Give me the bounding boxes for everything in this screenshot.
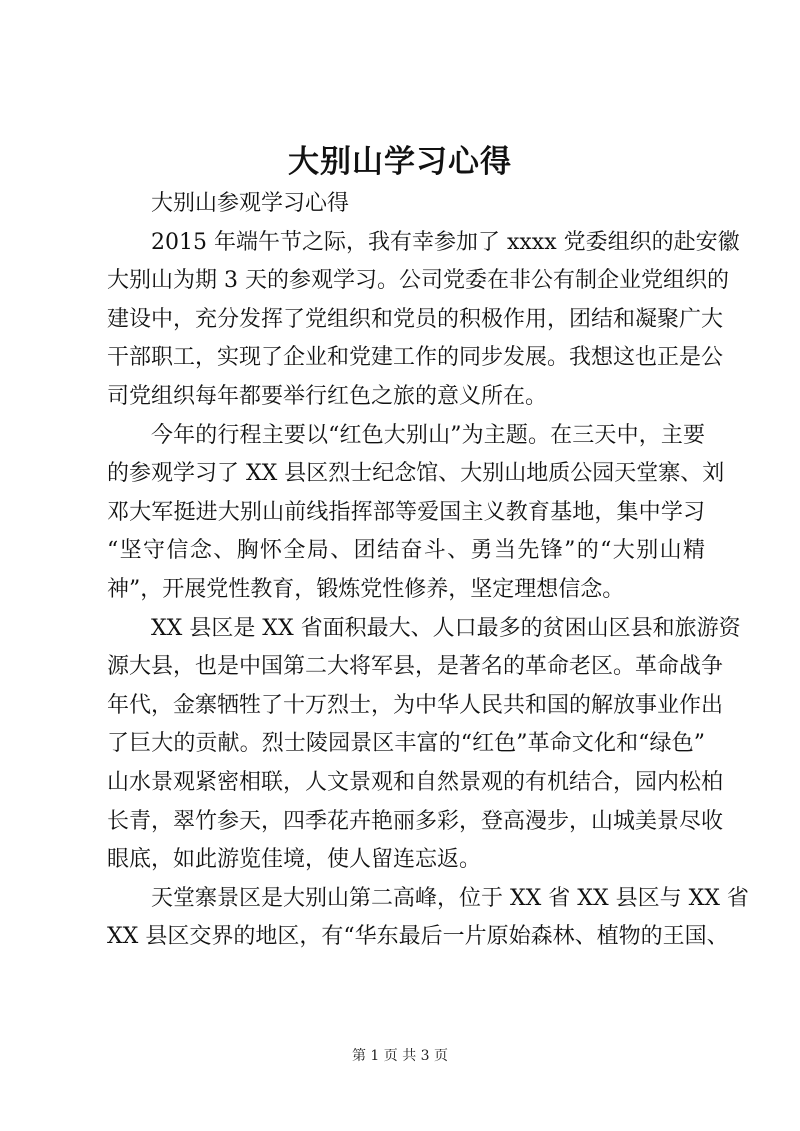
- body-line: 年代，金寨牺牲了十万烈士，为中华人民共和国的解放事业作出: [107, 692, 724, 718]
- page-footer: 第 1 页 共 3 页: [351, 1048, 449, 1064]
- body-line: 大别山参观学习心得: [151, 191, 350, 216]
- body-line: XX 县区交界的地区，有“华东最后一片原始森林、植物的王国、: [107, 924, 729, 950]
- body-line: 建设中，充分发挥了党组织和党员的积极作用，团结和凝聚广大: [107, 306, 724, 332]
- document-body: [107, 185, 749, 957]
- body-line: 源大县，也是中国第二大将军县，是著名的革命老区。革命战争: [107, 654, 724, 680]
- body-line: 今年的行程主要以“红色大别山”为主题。在三天中，主要: [151, 422, 705, 448]
- body-line: “坚守信念、胸怀全局、团结奋斗、勇当先锋”的“大别山精: [107, 538, 705, 564]
- body-line: XX 县区是 XX 省面积最大、人口最多的贫困山区县和旅游资: [151, 615, 741, 641]
- body-line: 司党组织每年都要举行红色之旅的意义所在。: [107, 383, 548, 409]
- body-line: 了巨大的贡献。烈士陵园景区丰富的“红色”革命文化和“绿色”: [107, 731, 705, 757]
- body-line: 的参观学习了 XX 县区烈士纪念馆、大别山地质公园天堂寨、刘: [107, 461, 725, 487]
- body-line: 山水景观紧密相联，人文景观和自然景观的有机结合，园内松柏: [107, 769, 724, 795]
- body-line: 大别山为期 3 天的参观学习。公司党委在非公有制企业党组织的: [107, 268, 729, 294]
- body-line: 邓大军挺进大别山前线指挥部等爱国主义教育基地，集中学习: [107, 499, 705, 525]
- body-line: 眼底，如此游览佳境，使人留连忘返。: [107, 847, 482, 873]
- body-line: 天堂寨景区是大别山第二高峰，位于 XX 省 XX 县区与 XX 省: [151, 885, 749, 911]
- body-line: 干部职工，实现了企业和党建工作的同步发展。我想这也正是公: [107, 345, 724, 371]
- body-line: 2015 年端午节之际，我有幸参加了 xxxx 党委组织的赴安徽: [151, 229, 740, 255]
- body-line: 长青，翠竹参天，四季花卉艳丽多彩，登高漫步，山城美景尽收: [107, 808, 724, 834]
- body-line: 神”，开展党性教育，锻炼党性修养，坚定理想信念。: [107, 576, 625, 602]
- document-title: 大别山学习心得: [288, 144, 512, 180]
